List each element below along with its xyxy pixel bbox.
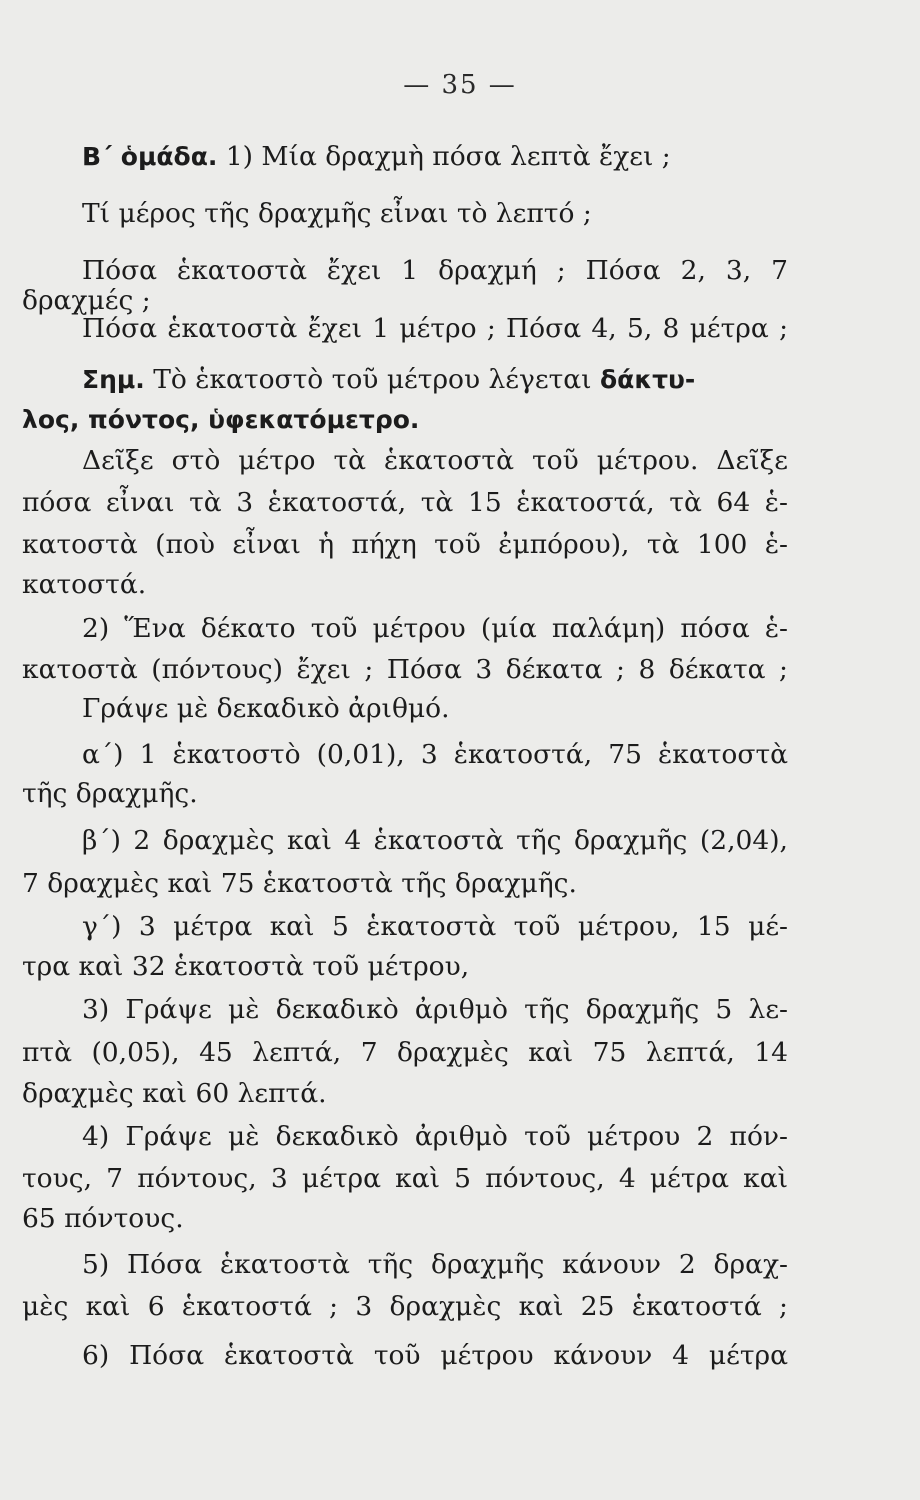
text-line: κατοστὰ (πόντους) ἔχει ; Πόσα 3 δέκατα ; 8 δέκατα ;	[22, 654, 788, 685]
question-text: 1) Μία δραχμὴ πόσα λεπτὰ ἔχει ;	[217, 141, 671, 172]
text-line: δραχμὲς καὶ 60 λεπτά.	[22, 1078, 327, 1109]
text-line: 6) Πόσα ἑκατοστὰ τοῦ μέτρου κάνουν 4 μέτρα	[82, 1340, 788, 1371]
text-line: τους, 7 πόντους, 3 μέτρα καὶ 5 πόντους, 4 μέτρα καὶ	[22, 1163, 788, 1194]
text-line: Τί μέρος τῆς δραχμῆς εἶναι τὸ λεπτό ;	[82, 198, 592, 229]
text-line: τῆς δραχμῆς.	[22, 778, 198, 809]
text-line: δραχμές ;	[22, 285, 151, 316]
text-line	[82, 360, 788, 400]
note-label: Σημ.	[82, 365, 145, 394]
text-line: β΄) 2 δραχμὲς καὶ 4 ἑκατοστὰ τῆς δραχμῆς (2,04),	[82, 825, 788, 856]
section-heading: Β΄ ὁμάδα.	[82, 142, 218, 171]
text-line: Γράψε μὲ δεκαδικὸ ἀριθμό.	[82, 693, 450, 724]
text-line: 2) Ἕνα δέκατο τοῦ μέτρου (μία παλάμη) πόσα ἑ-	[82, 613, 788, 644]
text-line: 3) Γράψε μὲ δεκαδικὸ ἀριθμὸ τῆς δραχμῆς 5 λε-	[82, 994, 788, 1025]
note-text: Τὸ ἑκατοστὸ τοῦ μέτρου λέγεται	[144, 364, 600, 395]
text-line: πτὰ (0,05), 45 λεπτά, 7 δραχμὲς καὶ 75 λεπτά, 14	[22, 1037, 788, 1068]
text-line: 4) Γράψε μὲ δεκαδικὸ ἀριθμὸ τοῦ μέτρου 2 πόν-	[82, 1121, 788, 1152]
text-line: α΄) 1 ἑκατοστὸ (0,01), 3 ἑκατοστά, 75 ἑκατοστὰ	[82, 739, 788, 770]
text-line: 65 πόντους.	[22, 1203, 184, 1234]
term-bold: δάκτυ-	[599, 365, 696, 394]
text-line: πόσα εἶναι τὰ 3 ἑκατοστά, τὰ 15 ἑκατοστά, τὰ 64 ἑ-	[22, 487, 788, 518]
text-line: 7 δραχμὲς καὶ 75 ἑκατοστὰ τῆς δραχμῆς.	[22, 868, 577, 899]
text-line: Δεῖξε στὸ μέτρο τὰ ἑκατοστὰ τοῦ μέτρου. Δεῖξε	[82, 445, 788, 476]
text-line: τρα καὶ 32 ἑκατοστὰ τοῦ μέτρου,	[22, 951, 470, 982]
text-line: γ΄) 3 μέτρα καὶ 5 ἑκατοστὰ τοῦ μέτρου, 15 μέ-	[82, 911, 788, 942]
text-line: Πόσα ἑκατοστὰ ἔχει 1 μέτρο ; Πόσα 4, 5, 8 μέτρα ;	[82, 313, 788, 344]
text-line: 5) Πόσα ἑκατοστὰ τῆς δραχμῆς κάνουν 2 δραχ-	[82, 1249, 788, 1280]
text-line	[22, 400, 788, 440]
page-number: — 35 —	[403, 70, 517, 100]
text-line: κατοστά.	[22, 569, 147, 600]
text-line: μὲς καὶ 6 ἑκατοστά ; 3 δραχμὲς καὶ 25 ἑκατοστά ;	[22, 1291, 788, 1322]
terms-bold: λος, πόντος, ὑφεκατόμετρο.	[22, 405, 420, 434]
text-line	[82, 137, 788, 177]
text-line: κατοστὰ (ποὺ εἶναι ἡ πήχη τοῦ ἐμπόρου), τὰ 100 ἑ-	[22, 529, 788, 560]
text-line: Πόσα ἑκατοστὰ ἔχει 1 δραχμή ; Πόσα 2, 3, 7	[82, 255, 788, 286]
